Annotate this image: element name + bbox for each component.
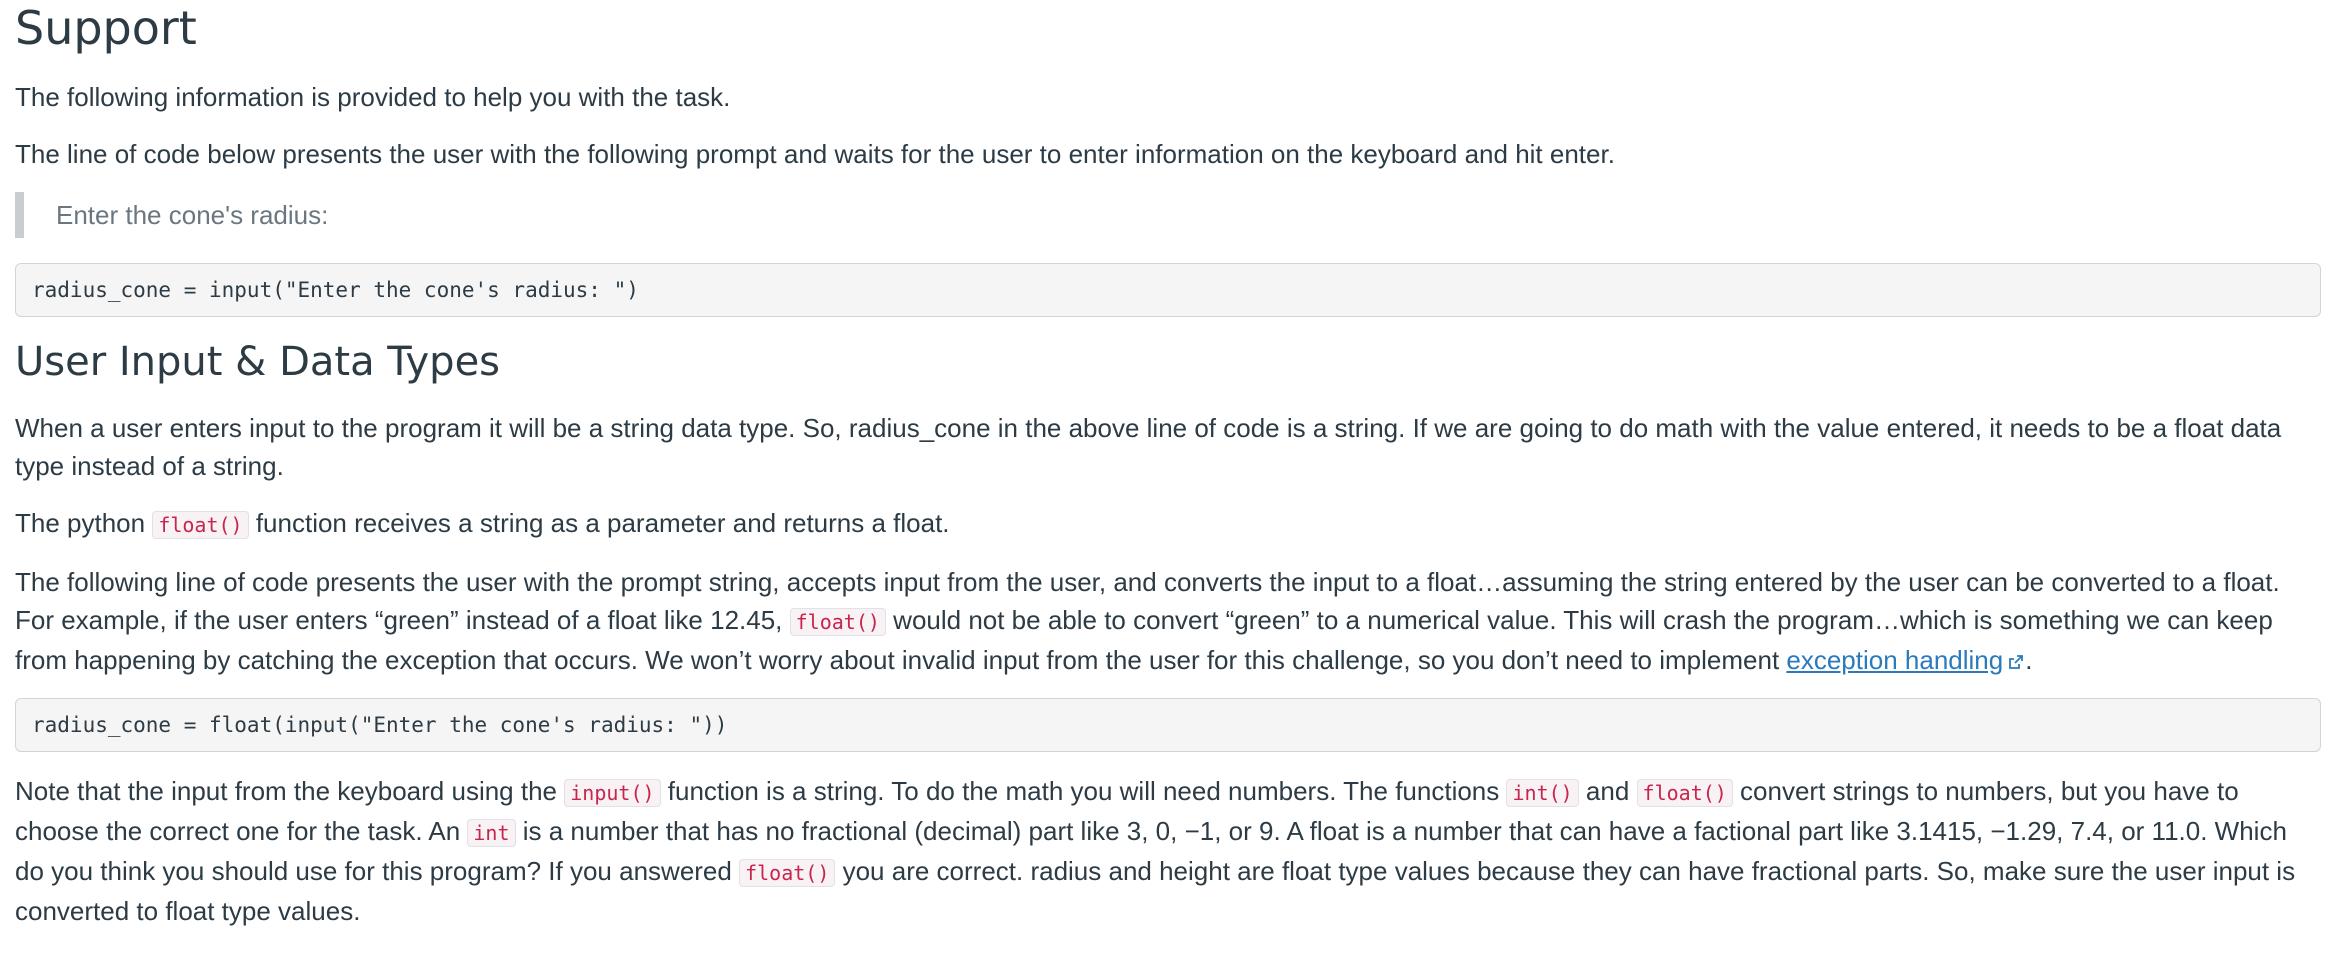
text: and [1578,776,1637,806]
inline-code-float: float() [152,511,248,539]
inline-code-input: input() [564,779,660,807]
inline-code-int-type: int [467,819,515,847]
text: Note that the input from the keyboard using the [15,776,565,806]
inline-code-float: float() [790,608,886,636]
text: function receives a string as a parameter and returns a float. [248,508,950,538]
external-link-icon [2007,653,2025,671]
user-input-heading: User Input & Data Types [15,339,501,385]
user-input-paragraph-4 [15,772,2321,930]
code-block-float-input: radius_cone = float(input("Enter the cone's radius: ")) [15,698,2321,752]
text: is a number that has no fractional (decimal) part like 3, 0, −1, or 9. A float is a number that can have a factional part like 3.1415, −1.29, 7.4, or 11.0. Which do you think you should use for this program? If you answered [15,816,2287,886]
user-input-paragraph-2 [15,504,2321,544]
link-label: exception handling [1786,645,2004,675]
text: . [2025,645,2033,675]
code-block-input: radius_cone = input("Enter the cone's radius: ") [15,263,2321,317]
text: function is a string. To do the math you will need numbers. The functions [660,776,1507,806]
text: The python [15,508,153,538]
user-input-paragraph-1: When a user enters input to the program it will be a string data type. So, radius_cone in the above line of code is a string. If we are going to do math with the value entered, it needs to be a float data type instead of a string. [15,413,2282,481]
inline-code-float: float() [1637,779,1733,807]
prompt-description: The line of code below presents the user with the following prompt and waits for the user to enter information on the keyboard and hit enter. [15,139,1615,169]
text: convert strings to numbers, but you have to choose the correct one for the task. An [15,776,2239,846]
text: The following line of code presents the user with the prompt string, accepts input from the user, and converts the input to a float…assuming the string entered by the user can be converted to a float. For example, if the user enters “green” instead of a float like 12.45, [15,567,2280,635]
user-input-paragraph-3 [15,563,2321,679]
inline-code-float: float() [739,859,835,887]
exception-handling-link[interactable] [1786,645,2025,675]
text: would not be able to convert “green” to a numerical value. This will crash the program…which is something we can keep from happening by catching the exception that occurs. We won’t worry about invalid input from the user for this challenge, so you don’t need to implement [15,605,2273,675]
prompt-quote: Enter the cone's radius: [15,192,2321,238]
support-intro: The following information is provided to help you with the task. [15,82,731,112]
support-heading: Support [15,1,197,55]
inline-code-int: int() [1506,779,1578,807]
text: you are correct. radius and height are float type values because they can have fractional parts. So, make sure the user input is converted to float type values. [15,856,2296,926]
